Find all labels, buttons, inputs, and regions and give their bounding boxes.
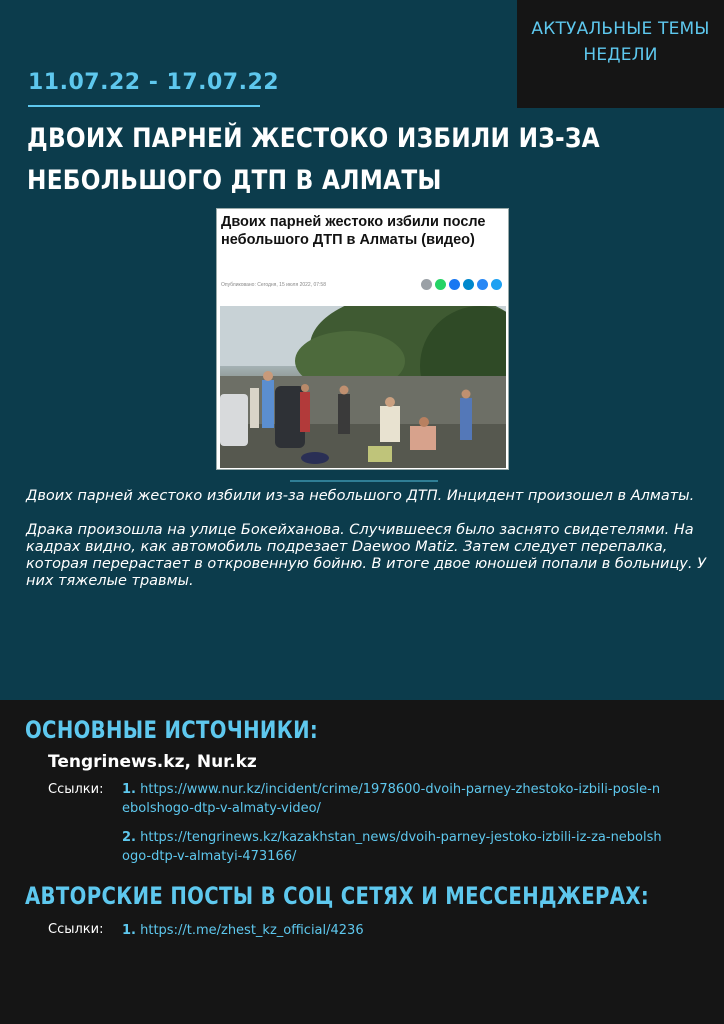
headline: ДВОИХ ПАРНЕЙ ЖЕСТОКО ИЗБИЛИ ИЗ-ЗА НЕБОЛЬШОГО ДТП В АЛМАТЫ: [27, 123, 600, 196]
date-underline: [28, 105, 260, 107]
telegram-share-icon: [463, 279, 474, 290]
link-url[interactable]: https://tengrinews.kz/kazakhstan_news/dvoih-parney-jestoko-izbili-iz-za-nebolshogo-dtp-v-almatyi-473166/: [122, 830, 662, 864]
author-links-label: Ссылки:: [48, 922, 104, 937]
author-posts-heading: АВТОРСКИЕ ПОСТЫ В СОЦ СЕТЯХ И МЕССЕНДЖЕРАХ:: [25, 882, 650, 910]
badge-line-1: АКТУАЛЬНЫЕ ТЕМЫ: [531, 19, 710, 39]
article-paragraph-1: Двоих парней жестоко избили из-за небольшого ДТП. Инцидент произошел в Алматы.: [26, 488, 695, 504]
author-link-1[interactable]: [122, 921, 662, 940]
news-screenshot: [216, 208, 509, 470]
link-number: 1.: [122, 782, 136, 797]
separator: [290, 480, 438, 482]
vk-share-icon: [477, 279, 488, 290]
news-screenshot-title: Двоих парней жестоко избили после небольшого ДТП в Алматы (видео): [221, 214, 486, 248]
date-range: 11.07.22 - 17.07.22: [28, 70, 280, 95]
link-url[interactable]: https://t.me/zhest_kz_official/4236: [140, 923, 364, 938]
link-url[interactable]: https://www.nur.kz/incident/crime/1978600-dvoih-parney-zhestoko-izbili-posle-nebolshogo-dtp-v-almaty-video/: [122, 782, 661, 816]
source-names: Tengrinews.kz, Nur.kz: [48, 752, 257, 772]
badge-line-2: НЕДЕЛИ: [583, 45, 658, 65]
news-screenshot-meta: Опубликовано: Сегодня, 15 июля 2022, 07:58: [221, 282, 326, 288]
link-number: 2.: [122, 830, 136, 845]
news-photo: [220, 306, 506, 468]
facebook-share-icon: [449, 279, 460, 290]
article-paragraph-2: Драка произошла на улице Бокейханова. Случившееся было заснято свидетелями. На кадрах видно, как автомобиль подрезает Daewoo Matiz. Затем следует перепалка, которая перерастает в откровенную бойню. В итоге двое юношей попали в больницу. У них тяжелые травмы.: [26, 522, 706, 589]
source-link-2[interactable]: [122, 828, 662, 866]
link-share-icon: [421, 279, 432, 290]
main-sources-heading: ОСНОВНЫЕ ИСТОЧНИКИ:: [25, 716, 319, 744]
link-number: 1.: [122, 923, 136, 938]
share-icons: [421, 279, 502, 290]
topic-badge: [517, 0, 724, 108]
article-body: [26, 488, 706, 607]
street-fight-photo: [220, 306, 506, 468]
links-label: Ссылки:: [48, 782, 104, 797]
twitter-share-icon: [491, 279, 502, 290]
whatsapp-share-icon: [435, 279, 446, 290]
source-link-1[interactable]: [122, 780, 662, 818]
